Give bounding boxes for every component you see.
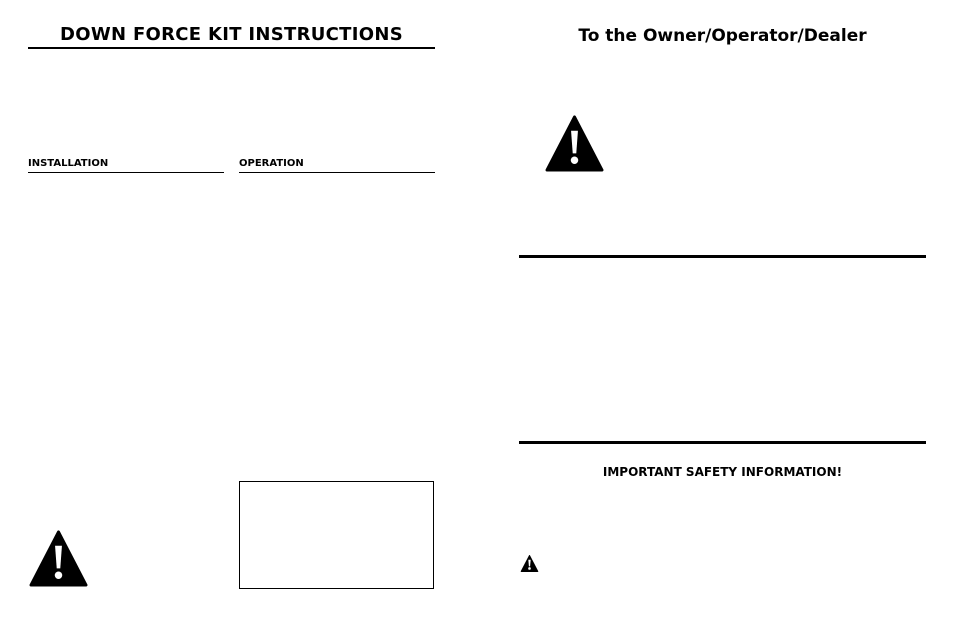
title-underline-left bbox=[28, 47, 435, 49]
warning-triangle-icon bbox=[545, 115, 604, 172]
installation-heading: INSTALLATION bbox=[28, 158, 109, 169]
note-box bbox=[239, 481, 434, 589]
operation-rule bbox=[239, 172, 435, 173]
section-divider-bottom bbox=[519, 441, 926, 444]
operation-heading: OPERATION bbox=[239, 158, 304, 169]
warning-triangle-icon bbox=[29, 530, 88, 587]
section-divider-top bbox=[519, 255, 926, 258]
safety-heading: IMPORTANT SAFETY INFORMATION! bbox=[602, 465, 843, 479]
installation-rule bbox=[28, 172, 224, 173]
page-title-right: To the Owner/Operator/Dealer bbox=[578, 26, 867, 46]
small-warning-triangle-icon bbox=[520, 555, 539, 572]
page-title-left: DOWN FORCE KIT INSTRUCTIONS bbox=[60, 24, 403, 45]
